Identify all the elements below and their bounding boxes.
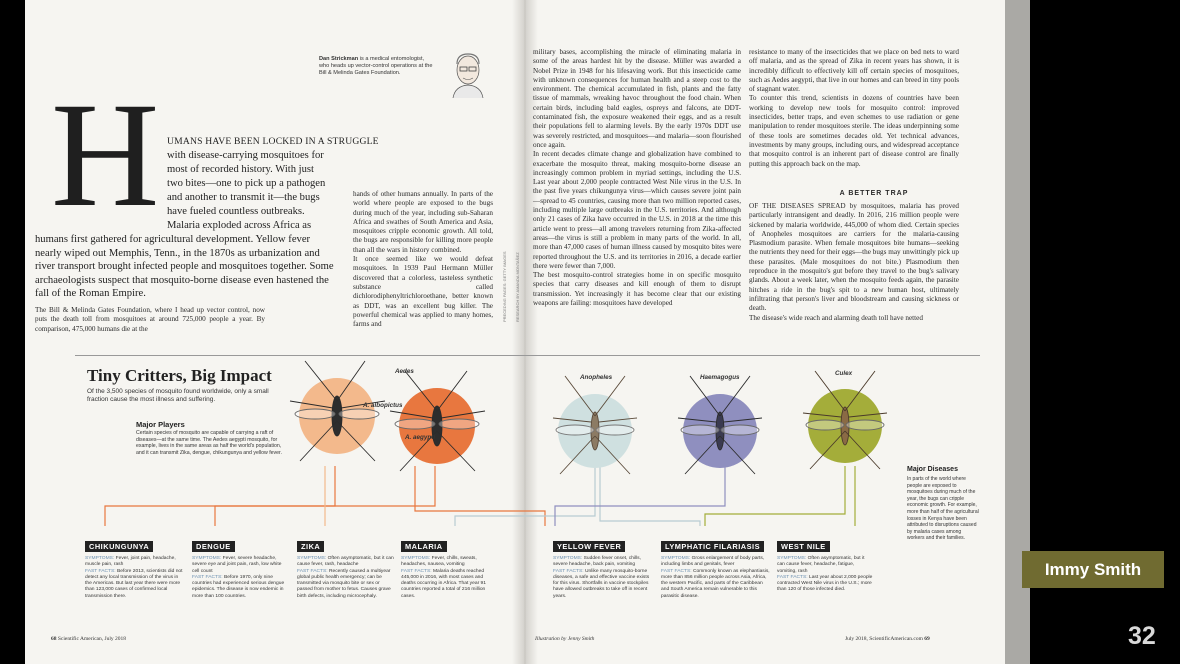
lead-line-2: with disease-carrying mosquitoes for [167,150,324,161]
symptoms-label: SYMPTOMS: [777,556,807,561]
symptoms-text: Sudden fever onset, chills, severe headache, back pain, vomiting [553,556,641,568]
symptoms-label: SYMPTOMS: [553,556,583,561]
species-aedes: Aedes [395,368,414,375]
photo-credit-left: PRECEDING PAGES: GETTY IMAGES [502,251,507,322]
facts-label: FAST FACTS: [401,568,432,574]
disease-dengue [192,536,290,600]
infographic [75,355,980,611]
species-albopictus: A. albopictus [363,402,403,409]
connector-lines [105,466,855,526]
footer-left [51,636,126,642]
lead-line-7: Malaria exploded across Africa as [167,220,312,231]
disease-name: CHIKUNGUNYA [85,541,153,552]
facts-label: FAST FACTS: [297,568,328,574]
major-players-title: Major Players [136,420,185,429]
major-diseases-title: Major Diseases [907,466,958,473]
disease-name: WEST NILE [777,541,830,552]
column-5: OF THE DISEASES SPREAD by mosquitoes, malaria has proved particularly intransigent and deadly. In 2016, 216 million people were sickened by malaria worldwide, 445,000 of whom died. Certain species of Anopheles mosquitoes are carriers for the malaria-causing Plasmodium parasite. When female mosquitoes bite humans—seeking the nutrients they need for their eggs—the bugs may unwittingly pick up these parasites. (Male mosquitoes do not bite.) Plasmodium then reproduce in the mosquito's gut before they travel to the bug's salivary glands. About a week later, when the mosquito feeds again, the parasite hitches a ride in the bug's spit to a new human host, ultimately infiltrating that person's liver and bloodstream and causing sickness or death. The disease's wide reach and alarming death toll have netted [749,202,959,322]
lead-line-3: most of recorded history. With just [167,164,314,175]
major-players-text: Certain species of mosquito are capable of carrying a raft of diseases—at the same time. The Aedes aegypti mosquito, for example, lives in the same areas as half the world's population, and it can transmit Zika, dengue, chikungunya and yellow fever. [136,430,282,456]
research-credit: RESEARCH BY AMANDA MONTAÑEZ [515,252,520,322]
facts-text: Before 1970, only nine countries had experienced serious dengue epidemics. The disease is now endemic in more than 100 countries. [192,574,285,599]
symptoms-label: SYMPTOMS: [401,556,431,561]
facts-label: FAST FACTS: [777,574,808,580]
facts-text: Unlike many mosquito-borne diseases, a safe and effective vaccine exists for this virus. Shortfalls in vaccine stockpiles have allowed outbreaks to take off in recent years. [553,568,650,599]
infographic-title: Tiny Critters, Big Impact [87,366,272,385]
facts-text: Malaria deaths reached 445,000 in 2016, with most cases and deaths occurring in Africa. That year 91 countries reported a total of 216 million cases. [401,568,486,599]
species-haemagogus: Haemagogus [700,374,740,381]
footer-left-text: Scientific American, July 2018 [57,636,126,642]
symptoms-text: Fever, severe headache, severe eye and joint pain, rash, low white cell count [192,556,282,574]
author-bio [319,56,435,78]
column-3: military bases, accomplishing the miracle of eliminating malaria in some of the areas hardest hit by the disease. Müller was awarded a Nobel Prize in 1948 for his lifesaving work. But this insecticide came with unknown consequences for human health and a steep cost to the environment. The chemical accumulated in fish, plants and the fatty tissue of mammals, wreaking havoc throughout the food chain. When certain birds, including bald eagles, ospreys and falcons, ate DDT-contaminated fish, the exposure weakened their eggs, and as a result their populations fell to alarming levels. By the early 1970s DDT use was severely restricted, and mosquitoes—and malaria—soon flourished once again. In recent decades climate change and globalization have combined to exacerbate the mosquito threat, making mosquito-borne disease an increasingly common problem in myriad settings, including the U.S. Last year about 2,000 people contracted West Nile virus in the U.S. In the past five years chikungunya virus—which causes severe joint pain—spread to 45 countries, causing more than two million reported cases, including multiple large outbreaks in the U.S. territories. And although only 21 cases of Zika have occurred in the U.S. in 2018 at the time this article went to press—all among travelers returning from Zika-affected areas—the virus is still a problem in many parts of the world. In all, more than 47,000 cases of human illness caused by mosquito bites were reported throughout the U.S. and its territories in 2016, a decade earlier there were fewer than 7,000. The best mosquito-control strategies home in on specific mosquito species that carry diseases and kill enough of them to disrupt transmission. Yet increasingly it has become clear that our existing weapons are failing: mosquitoes have developed [533,48,741,308]
facts-label: FAST FACTS: [553,568,584,574]
author-bio-text: is a medical entomologist, who heads up vector-control operations at the Bill & Melinda Gates Foundation. [319,56,433,77]
disease-name: MALARIA [401,541,447,552]
disease-lymphatic-filariasis [661,536,771,600]
symptoms-text: Fever, joint pain, headache, muscle pain, rash [85,556,176,568]
page-number-left: 68 [51,636,57,642]
infographic-subtitle: Of the 3,500 species of mosquito found worldwide, only a small fraction cause the most illness and suffering. [87,388,269,403]
disease-name: LYMPHATIC FILARIASIS [661,541,764,552]
disease-name: DENGUE [192,541,235,552]
lead-line-1: UMANS HAVE BEEN LOCKED IN A STRUGGLE [167,136,379,147]
lead-line-4: two bites—one to pick up a pathogen [167,178,326,189]
footer-center: Illustration by Jenny Smith [535,636,595,642]
major-diseases-text: In parts of the world where people are exposed to mosquitoes during much of the year, the bugs can cripple economic growth. For example, more than half of the agricultural losses in Kenya have been attributed to disruptions caused by malaria cases among workers and their families. [907,476,979,542]
author-name: Dan Strickman [319,56,359,62]
symptoms-text: Gross enlargement of body parts, including limbs and genitals, fever [661,556,765,568]
disease-name: YELLOW FEVER [553,541,625,552]
symptoms-label: SYMPTOMS: [85,556,115,561]
disease-yellow-fever [553,536,651,600]
disease-name: ZIKA [297,541,324,552]
symptoms-label: SYMPTOMS: [661,556,691,561]
facts-text: Last year about 2,000 people contracted West Nile virus in the U.S.; more than 120 of those infected died. [777,574,873,593]
disease-west-nile [777,536,873,594]
symptoms-text: Often asymptomatic, but it can cause fever, rash, headache [297,556,394,568]
facts-text: Before 2013, scientists did not detect any local transmission of the virus in the Americas. But last year there were more than 123,000 cases of confirmed local transmission there. [85,568,183,599]
symptoms-label: SYMPTOMS: [297,556,327,561]
section-subhead: A BETTER TRAP [839,190,909,197]
slide-number: 32 [1128,622,1156,650]
magazine-spread [25,0,1005,664]
presenter-name-tag: Immy Smith [1022,551,1164,588]
page-number-right: 69 [924,636,930,642]
symptoms-label: SYMPTOMS: [192,556,222,561]
disease-zika [297,536,395,600]
author-portrait [443,48,493,98]
disease-malaria [401,536,499,600]
disease-chikungunya [85,536,183,600]
species-aegypti: A. aegypti [405,434,436,441]
lead-line-6: have fueled countless outbreaks. [167,206,305,217]
footer-right-text: July 2018, ScientificAmerican.com [845,636,923,642]
species-culex: Culex [835,370,853,377]
column-1: The Bill & Melinda Gates Foundation, where I head up vector control, now puts the death toll from mosquitoes at around 725,000 people a year. By comparison, 475,000 humans die at the [35,306,265,333]
species-anopheles: Anopheles [580,374,613,381]
symptoms-text: Fever, chills, sweats, headaches, nausea, vomiting [401,556,477,568]
drop-cap: H [51,72,160,238]
lead-paragraph: humans first gathered for agricultural development. Yellow fever nearly wiped out Memphis, Tenn., in the 1870s as urbanization and river transport brought infected people and mosquitoes together. Some archaeologists suspect that mosquito-borne disease even hastened the fall of the Roman Empire. [35,234,334,300]
lead-line-5: and another to transmit it—the bugs [167,192,320,203]
symptoms-text: Often asymptomatic, but it can cause fever, headache, fatigue, vomiting, rash [777,556,865,574]
footer-right [845,636,930,642]
facts-label: FAST FACTS: [192,574,223,580]
column-4: resistance to many of the insecticides that we place on bed nets to ward off malaria, and as the spread of Zika in recent years has shown, it is incredibly difficult to effectively kill off certain species of mosquitoes, such as Aedes aegypti, that live in our homes and can breed in tiny pools of stagnant water. To counter this trend, scientists in dozens of countries have been working to develop new tools for mosquito control: improved insecticides, better traps, and even schemes to use radiation or gene manipulation to render mosquitoes sterile. The ideas underpinning some of these tools are sometimes decades old. Yet technical advances, investments by many groups, including ours, and widespread acceptance that mosquito control is an inherent part of disease control are finally putting this approach back on the map. [749,48,959,168]
facts-text: Commonly known as elephantiasis, more than 856 million people across Asia, Africa, the western Pacific, and parts of the Caribbean and South America remain vulnerable to this parasitic disease. [661,568,770,599]
facts-label: FAST FACTS: [85,568,116,574]
facts-label: FAST FACTS: [661,568,692,574]
facts-text: Recently caused a multiyear global public health emergency; can be transmitted via mosquito bite or sex or passed from mother to fetus. Causes grave birth defects, including microcephaly. [297,568,391,599]
column-2: hands of other humans annually. In parts of the world where people are exposed to the bugs during much of the year, including sub-Saharan Africa and swathes of South America and Asia, mosquitoes cripple economic growth. All told, the bugs are responsible for killing more people than all the wars in history combined. It once seemed like we would defeat mosquitoes. In 1939 Paul Hermann Müller discovered that a colorless, tasteless synthetic substance called dichlorodiphenyltrichloroethane, better known as DDT, was an excellent bug killer. The powerful chemical was applied to many homes, farms and [353,190,493,329]
